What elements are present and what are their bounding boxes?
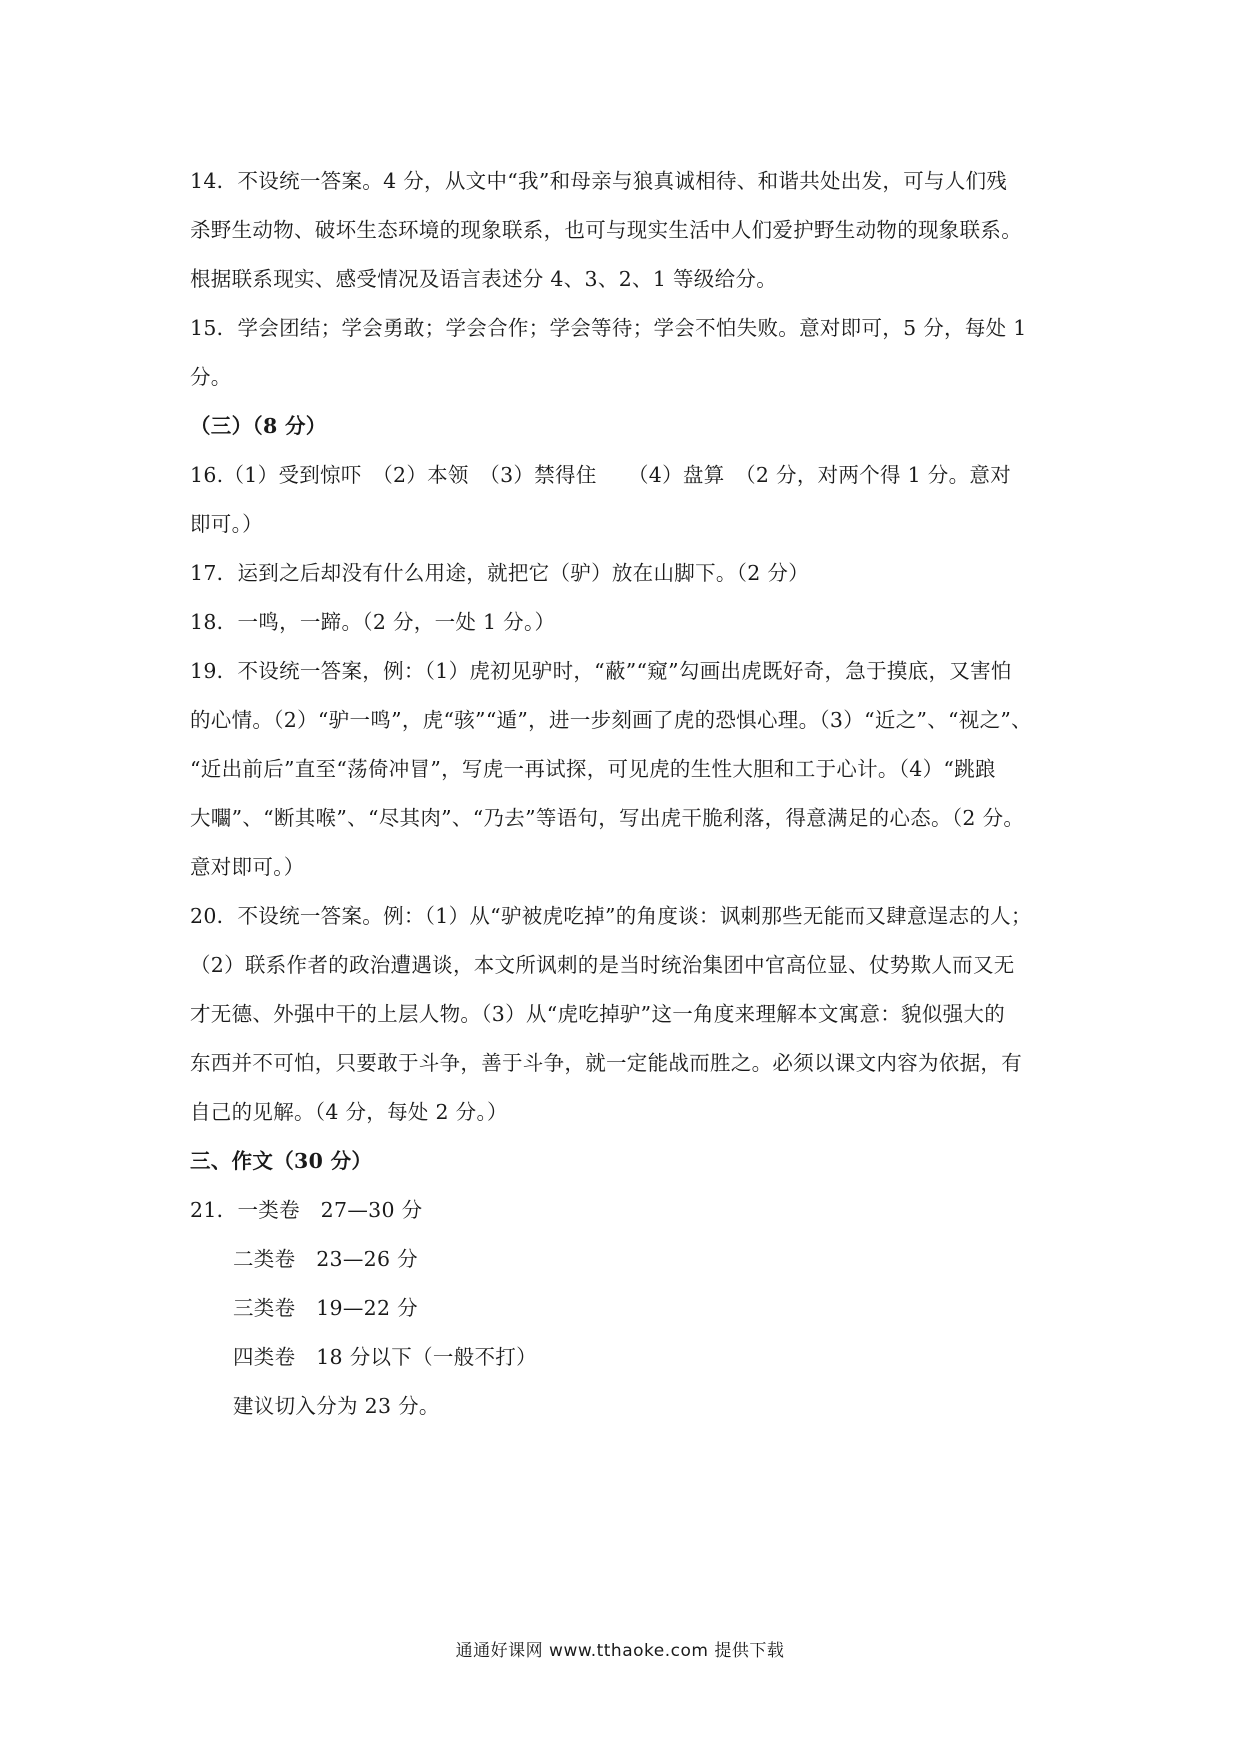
grade-level-3: 三类卷 19—22 分: [233, 1296, 418, 1320]
answer-18: 18．一鸣，一蹄。（2 分，一处 1 分。）: [190, 610, 556, 634]
section-heading-3: （三）（8 分）: [190, 414, 327, 438]
grade-level-2: 二类卷 23—26 分: [233, 1247, 418, 1271]
answer-20-line-1: 20．不设统一答案。例：（1）从“驴被虎吃掉”的角度谈：讽刺那些无能而又肆意逞志的人；: [190, 904, 1032, 928]
answer-16-line-2: 即可。）: [190, 512, 263, 536]
answer-14-line-1: 14．不设统一答案。4 分，从文中“我”和母亲与狼真诚相待、和谐共处出发，可与人们残: [190, 169, 1008, 193]
page-footer: 通通好课网 www.tthaoke.com 提供下载: [455, 1641, 785, 1661]
grade-level-1: 21．一类卷 27—30 分: [190, 1198, 423, 1222]
answer-19-line-4: 大㘚”、“断其喉”、“尽其肉”、“乃去”等语句，写出虎干脆利落，得意满足的心态。（2 分。: [190, 806, 1025, 830]
answer-15-line-1: 15．学会团结；学会勇敢；学会合作；学会等待；学会不怕失败。意对即可，5 分，每处 1: [190, 316, 1027, 340]
answer-19-line-5: 意对即可。）: [190, 855, 305, 879]
grade-level-4: 四类卷 18 分以下（一般不打）: [233, 1345, 537, 1369]
answer-20-line-3: 才无德、外强中干的上层人物。（3）从“虎吃掉驴”这一角度来理解本文寓意：貌似强大的: [190, 1002, 1006, 1026]
answer-14-line-3: 根据联系现实、感受情况及语言表述分 4、3、2、1 等级给分。: [190, 267, 778, 291]
answer-20-line-4: 东西并不可怕，只要敢于斗争，善于斗争，就一定能战而胜之。必须以课文内容为依据，有: [190, 1051, 1022, 1075]
answer-19-line-1: 19．不设统一答案，例：（1）虎初见驴时，“蔽”“窥”勾画出虎既好奇，急于摸底，又害怕: [190, 659, 1012, 683]
answer-20-line-2: （2）联系作者的政治遭遇谈，本文所讽刺的是当时统治集团中官高位显、仗势欺人而又无: [190, 953, 1015, 977]
answer-19-line-2: 的心情。（2）“驴一鸣”，虎“骇”“遁”，进一步刻画了虎的恐惧心理。（3）“近之”、“视之”、: [190, 708, 1032, 732]
answer-key-body: [190, 157, 1060, 1431]
section-heading-composition: 三、作文（30 分）: [190, 1149, 373, 1173]
suggested-start-score: 建议切入分为 23 分。: [233, 1394, 440, 1418]
answer-15-line-2: 分。: [190, 365, 232, 389]
answer-16-line-1: 16.（1）受到惊吓 （2）本领 （3）禁得住 （4）盘算 （2 分，对两个得 1 分。意对: [190, 463, 1012, 487]
answer-14-line-2: 杀野生动物、破坏生态环境的现象联系，也可与现实生活中人们爱护野生动物的现象联系。: [190, 218, 1022, 242]
answer-20-line-5: 自己的见解。（4 分，每处 2 分。）: [190, 1100, 508, 1124]
answer-17: 17．运到之后却没有什么用途，就把它（驴）放在山脚下。（2 分）: [190, 561, 809, 585]
answer-19-line-3: “近出前后”直至“荡倚冲冒”，写虎一再试探，可见虎的生性大胆和工于心计。（4）“跳踉: [190, 757, 996, 781]
